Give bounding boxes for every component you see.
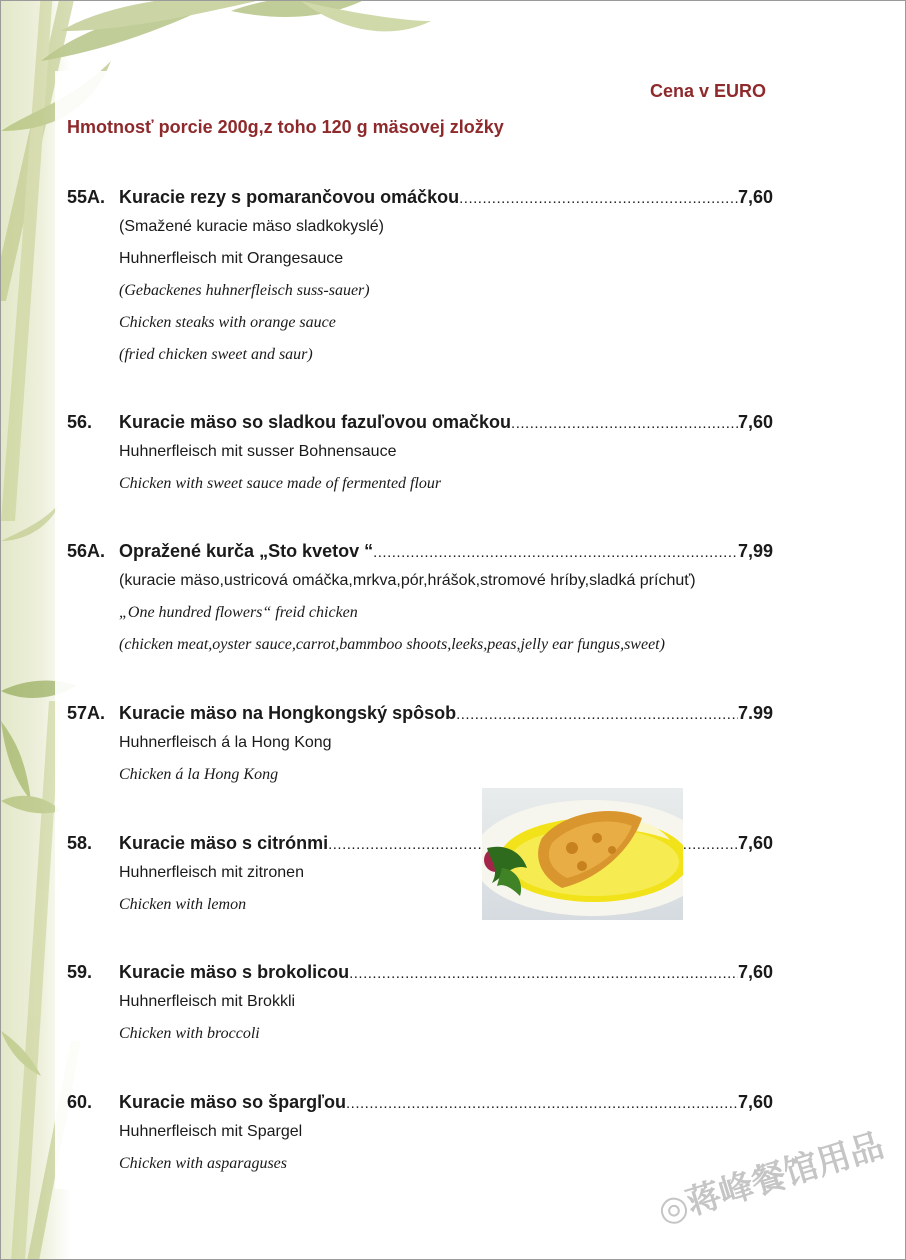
menu-item-55a xyxy=(67,187,773,371)
item-description-en: Chicken with broccoli xyxy=(119,1025,260,1042)
item-price: 7,60 xyxy=(737,962,773,982)
menu-item-56a xyxy=(67,541,773,661)
item-ingredients-en: (chicken meat,oyster sauce,carrot,bammboo shoots,leeks,peas,jelly ear fungus,sweet) xyxy=(119,636,665,653)
item-description-de: Huhnerfleisch mit zitronen xyxy=(119,864,304,881)
item-price: 7.99 xyxy=(737,703,773,723)
item-description-en: Chicken steaks with orange sauce xyxy=(119,314,336,331)
item-description-de: Huhnerfleisch mit Brokkli xyxy=(119,993,296,1010)
item-description-de: Huhnerfleisch á la Hong Kong xyxy=(119,734,332,751)
item-number: 57A. xyxy=(67,703,106,723)
watermark-logo-icon: ◎ xyxy=(653,1185,694,1233)
item-description-de: Huhnerfleisch mit Orangesauce xyxy=(119,250,344,267)
watermark-text: ◎蒋峰餐馆用品 xyxy=(653,1125,889,1233)
item-description-en: Chicken á la Hong Kong xyxy=(119,766,279,783)
item-name: Kuracie mäso so špargľou xyxy=(119,1092,347,1112)
item-description-de: Huhnerfleisch mit Spargel xyxy=(119,1123,303,1140)
item-number: 56. xyxy=(67,412,93,432)
item-description-de-alt: (Gebackenes huhnerfleisch suss-sauer) xyxy=(119,282,370,299)
item-price: 7,60 xyxy=(737,833,773,853)
dot-leader xyxy=(511,415,738,432)
item-description-sk: (Smažené kuracie mäso sladkokyslé) xyxy=(119,218,384,235)
item-name: Kuracie mäso s citrónmi xyxy=(119,833,329,853)
price-currency-label: Cena v EURO xyxy=(650,81,767,101)
item-name: Kuracie mäso s brokolicou xyxy=(119,962,350,982)
item-number: 58. xyxy=(67,833,93,853)
item-description-en: „One hundred flowers“ freid chicken xyxy=(119,604,358,621)
dot-leader xyxy=(459,190,738,207)
lemon-chicken-photo xyxy=(482,788,683,920)
dot-leader xyxy=(373,544,738,561)
menu-item-56 xyxy=(67,412,773,500)
item-number: 56A. xyxy=(67,541,106,561)
item-number: 55A. xyxy=(67,187,106,207)
dot-leader xyxy=(346,1095,738,1112)
item-name: Kuracie rezy s pomarančovou omáčkou xyxy=(119,187,460,207)
item-name: Kuracie mäso so sladkou fazuľovou omačkou xyxy=(119,412,512,432)
item-name: Kuracie mäso na Hongkongský spôsob xyxy=(119,703,457,723)
item-description-en-alt: (fried chicken sweet and saur) xyxy=(119,346,313,363)
item-ingredients-sk: (kuracie mäso,ustricová omáčka,mrkva,pór,hrášok,stromové hríby,sladká príchuť) xyxy=(119,572,696,589)
dot-leader xyxy=(349,965,738,982)
portion-weight-note: Hmotnosť porcie 200g,z toho 120 g mäsovej zložky xyxy=(67,117,504,137)
menu-item-59 xyxy=(67,962,773,1050)
item-price: 7,60 xyxy=(737,187,773,207)
menu-item-60 xyxy=(67,1092,773,1180)
item-description-de: Huhnerfleisch mit susser Bohnensauce xyxy=(119,443,397,460)
item-description-en: Chicken with asparaguses xyxy=(119,1155,287,1172)
menu-item-57a xyxy=(67,703,773,791)
item-description-en: Chicken with sweet sauce made of fermented flour xyxy=(119,475,442,492)
item-price: 7,60 xyxy=(737,1092,773,1112)
dot-leader xyxy=(456,706,738,723)
item-number: 60. xyxy=(67,1092,93,1112)
item-number: 59. xyxy=(67,962,93,982)
item-description-en: Chicken with lemon xyxy=(119,896,247,913)
item-name: Opražené kurča „Sto kvetov “ xyxy=(119,541,374,561)
item-price: 7,99 xyxy=(737,541,773,561)
item-price: 7,60 xyxy=(737,412,773,432)
